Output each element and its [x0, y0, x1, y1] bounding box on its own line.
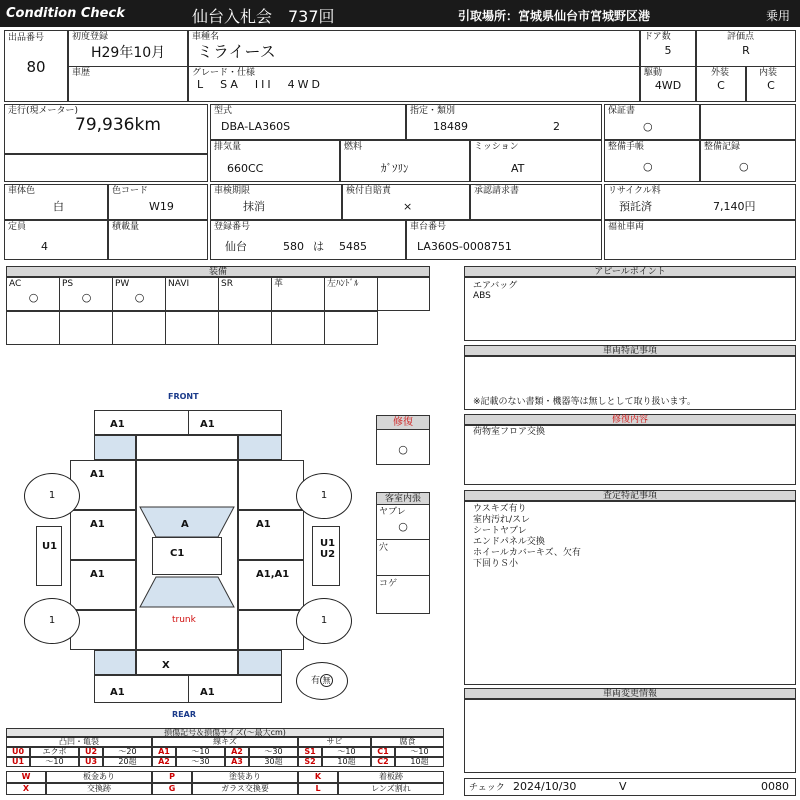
mark-bottom-left: A1 [110, 687, 125, 698]
exterior-value: C [717, 79, 725, 92]
grade-label: グレード・仕様 [192, 68, 256, 78]
reg-no-box [210, 220, 406, 260]
capacity-box [4, 220, 108, 260]
appeal-box [464, 277, 796, 341]
mark-side-right1: U1 [320, 538, 336, 549]
body-color-value: 白 [53, 200, 64, 213]
history-label: 車歴 [72, 68, 91, 78]
designation-value: 18489 [433, 120, 468, 133]
reg-class: 580 [283, 240, 304, 253]
score-box [696, 30, 796, 67]
change-box [464, 699, 796, 773]
repair-title: 修復 [377, 416, 429, 430]
liability-label: 検付自賠責 [346, 186, 392, 196]
mileage-box [4, 104, 208, 154]
equipment-label: PW [115, 279, 130, 289]
mark-top-right: A1 [200, 419, 215, 430]
load-label: 積載量 [112, 222, 140, 232]
rear-label: REAR [172, 710, 196, 719]
tire-rear-right: 1 [296, 598, 352, 644]
reg-num: 5485 [339, 240, 367, 253]
tire-front-right: 1 [296, 473, 352, 519]
lot-number: 80 [26, 58, 46, 76]
legend-size: 20超 [103, 757, 152, 767]
warranty-extra [700, 104, 796, 140]
legend-mark-meaning: 板金あり [46, 771, 152, 783]
check-footer [464, 778, 796, 796]
appeal-line-2: ABS [473, 291, 491, 301]
reg-no-label: 登録番号 [214, 222, 251, 232]
first-reg-value: H29年10月 [91, 45, 166, 61]
legend-size: 10超 [395, 757, 444, 767]
yabure-value: ○ [398, 520, 408, 533]
record-box [700, 140, 796, 182]
equipment-label: AC [9, 279, 22, 289]
check-label: チェック [469, 783, 505, 793]
change-header: 車両変更情報 [464, 688, 796, 699]
damage-legend [6, 728, 444, 796]
equipment-value: ○ [81, 291, 92, 304]
spare-tire [296, 662, 348, 700]
check-code: V [619, 780, 627, 793]
displacement-label: 排気量 [214, 142, 242, 152]
category-number: 2 [553, 120, 560, 133]
fuel-label: 燃料 [344, 142, 363, 152]
tire-front-left: 1 [24, 473, 80, 519]
legend-size: ～10 [322, 747, 371, 757]
legend-code: U3 [79, 757, 103, 767]
reg-place: 仙台 [225, 240, 247, 253]
mark-right-door1: A1 [256, 519, 271, 530]
liability-box [342, 184, 470, 220]
warranty-box [604, 104, 700, 140]
mileage-label: 走行(現メーター) [8, 106, 79, 116]
mark-left-front: A1 [90, 469, 105, 480]
legend-mark-meaning: 交換跡 [46, 783, 152, 795]
car-diagram [0, 385, 372, 725]
appeal-line-1: エアバッグ [473, 281, 518, 291]
transmission-box [470, 140, 602, 182]
color-code-value: W19 [149, 200, 174, 213]
equipment--cell [271, 277, 325, 311]
inspection-value: 抹消 [243, 200, 265, 213]
welfare-box [604, 220, 796, 260]
note-line-5: ホイールカバーキズ、欠有 [473, 548, 581, 558]
equipment-label: NAVI [168, 279, 190, 289]
equipment-value: ○ [28, 291, 39, 304]
chassis-box [406, 220, 602, 260]
grade-value: L SA III 4WD [197, 78, 323, 91]
fender-rl [94, 650, 136, 675]
grade-box [188, 66, 640, 102]
equipment-extra-cell [377, 277, 430, 311]
designation-box [406, 104, 602, 140]
legend-code: A3 [225, 757, 249, 767]
legend-mark-code: K [298, 771, 338, 783]
appeal-header: アピールポイント [464, 266, 796, 277]
equipment-label: PS [62, 279, 74, 289]
mark-left-door1: A1 [90, 519, 105, 530]
mark-right-door2: A1,A1 [256, 569, 290, 580]
legend-size: ～20 [103, 747, 152, 757]
equipment-sr-cell [218, 277, 272, 311]
color-code-box [108, 184, 208, 220]
repair-detail-text: 荷物室フロア交換 [473, 427, 546, 437]
equipment-empty-cell [6, 311, 60, 345]
model-box [210, 104, 406, 140]
legend-size: ～30 [176, 757, 225, 767]
equipment-grid [6, 277, 430, 345]
equipment-header: 装備 [6, 266, 430, 277]
rear-panel [136, 650, 238, 675]
doors-box [640, 30, 696, 67]
roof-panel [152, 537, 222, 575]
welfare-label: 福祉車両 [608, 222, 645, 232]
equipment-ac-cell [6, 277, 60, 311]
recycle-fee: 7,140円 [713, 200, 756, 213]
recycle-box [604, 184, 796, 220]
yabure-label: ヤブレ [379, 507, 406, 517]
equipment-label: SR [221, 279, 233, 289]
doors-label: ドア数 [644, 32, 671, 42]
interior-label: 内装 [759, 68, 778, 78]
pickup-location: 引取場所：宮城県仙台市宮城野区港 [458, 9, 651, 23]
legend-size: 10超 [322, 757, 371, 767]
legend-mark-meaning: 着板跡 [338, 771, 444, 783]
drive-value: 4WD [654, 79, 682, 92]
legend-size: ～30 [249, 747, 298, 757]
equipment-empty-cell [271, 311, 325, 345]
equipment-empty-cell [165, 311, 219, 345]
first-reg-box [68, 30, 188, 67]
trunk-shape [140, 577, 234, 607]
mark-side-right2: U2 [320, 549, 336, 560]
mileage-extra [4, 154, 208, 182]
equipment--cell [324, 277, 378, 311]
equipment-empty-cell [59, 311, 113, 345]
fuel-value: ｶﾞｿﾘﾝ [381, 162, 409, 175]
approval-box [470, 184, 602, 220]
body-color-label: 車体色 [8, 186, 36, 196]
mark-side-left: U1 [42, 541, 58, 552]
drive-box [640, 66, 696, 102]
legend-code: S2 [298, 757, 322, 767]
legend-mark-meaning: レンズ割れ [338, 783, 444, 795]
legend-mark-code: W [6, 771, 46, 783]
recycle-label: リサイクル料 [608, 186, 661, 196]
color-code-label: 色コード [112, 186, 149, 196]
legend-head-scratch: 線キズ [152, 737, 298, 747]
equipment-navi-cell [165, 277, 219, 311]
doors-value: 5 [664, 44, 672, 57]
legend-size: ～10 [176, 747, 225, 757]
history-box [68, 66, 188, 102]
legend-code: A2 [225, 747, 249, 757]
mark-left-door2: A1 [90, 569, 105, 580]
note-line-6: 下回りＳ小 [473, 559, 519, 569]
car-name-value: ミライース [197, 42, 276, 61]
displacement-box [210, 140, 340, 182]
special-header: 車両特記事項 [464, 345, 796, 356]
legend-size: ～10 [30, 757, 79, 767]
equipment-empty-cell [112, 311, 166, 345]
legend-head-rust: サビ [298, 737, 371, 747]
exterior-box [696, 66, 746, 102]
interior-box [746, 66, 796, 102]
inspection-notes-header: 査定特記事項 [464, 490, 796, 501]
body-color-box [4, 184, 108, 220]
exterior-label: 外装 [711, 68, 730, 78]
repair-detail-box [464, 425, 796, 485]
legend-head-dent: 凸凹・亀裂 [6, 737, 152, 747]
manual-value: ○ [643, 160, 653, 173]
legend-code: C1 [371, 747, 395, 757]
lot-label: 出品番号 [8, 33, 45, 43]
note-line-1: ウスキズ有り [473, 504, 527, 514]
legend-code: S1 [298, 747, 322, 757]
auction-name: 仙台入札会 737回 [192, 7, 335, 26]
vehicle-category: 乗用 [766, 9, 791, 23]
legend-mark-meaning: ガラス交換要 [192, 783, 298, 795]
model-value: DBA-LA360S [221, 120, 291, 133]
approval-label: 承認請求書 [474, 186, 520, 196]
spare-present: 有 [310, 676, 320, 686]
capacity-label: 定員 [8, 222, 27, 232]
koge-label: コゲ [379, 579, 398, 589]
first-reg-label: 初度登録 [72, 32, 109, 42]
note-line-3: シートヤブレ [473, 526, 527, 536]
legend-mark-code: P [152, 771, 192, 783]
manual-box [604, 140, 700, 182]
equipment-label: 革 [274, 279, 284, 289]
transmission-value: AT [511, 162, 525, 175]
note-line-2: 室内汚れ/スレ [473, 515, 531, 525]
chassis-label: 車台番号 [410, 222, 447, 232]
repair-detail-header: 修復内容 [464, 414, 796, 425]
left-side-step [36, 526, 62, 586]
interior-value: C [767, 79, 775, 92]
designation-label: 指定・類別 [410, 106, 456, 116]
load-box [108, 220, 208, 260]
legend-code: C2 [371, 757, 395, 767]
legend-mark-meaning: 塗装あり [192, 771, 298, 783]
equipment-value: ○ [134, 291, 145, 304]
special-box [464, 356, 796, 410]
recycle-status: 預託済 [619, 200, 652, 213]
equipment-empty-cell [218, 311, 272, 345]
inspection-label: 車検期限 [214, 186, 251, 196]
lot-box [4, 30, 68, 102]
legend-size: ～10 [395, 747, 444, 757]
legend-code: A2 [152, 757, 176, 767]
mark-rear-x: X [162, 660, 170, 671]
warranty-label: 保証書 [608, 106, 636, 116]
legend-mark-code: X [6, 783, 46, 795]
trunk-label: trunk [172, 615, 196, 625]
inspection-notes-box [464, 501, 796, 685]
equipment-ps-cell [59, 277, 113, 311]
legend-size: 30超 [249, 757, 298, 767]
reg-kana: は [313, 240, 324, 253]
record-label: 整備記録 [704, 142, 741, 152]
legend-code: U0 [6, 747, 30, 757]
record-value: ○ [739, 160, 749, 173]
inspection-box [210, 184, 342, 220]
car-name-label: 車種名 [192, 32, 220, 42]
legend-code: U2 [79, 747, 103, 757]
legend-grid [6, 737, 444, 796]
check-date: 2024/10/30 [513, 780, 577, 793]
equipment-empty-cell [324, 311, 378, 345]
chassis-value: LA360S-0008751 [417, 240, 512, 253]
legend-title: 損傷記号＆損傷サイズ(～最大cm) [6, 728, 444, 737]
mark-roof: C1 [170, 548, 185, 559]
check-number: 0080 [761, 780, 789, 793]
warranty-value: ○ [643, 120, 653, 133]
mark-hood: A [181, 519, 189, 530]
drive-label: 駆動 [644, 68, 663, 78]
legend-code: A1 [152, 747, 176, 757]
interior-dirt-title: 客室内張 [377, 493, 429, 505]
fender-rr [238, 650, 282, 675]
mileage-value: 79,936km [75, 115, 161, 135]
legend-code: U1 [6, 757, 30, 767]
interior-dirt-box [376, 492, 430, 614]
legend-head-corrosion: 腐食 [371, 737, 444, 747]
legend-mark-code: G [152, 783, 192, 795]
equipment-pw-cell [112, 277, 166, 311]
spare-none: 無 [320, 674, 333, 687]
mark-top-left: A1 [110, 419, 125, 430]
capacity-value: 4 [41, 240, 48, 253]
header-bar [0, 0, 800, 27]
score-value: R [742, 44, 750, 57]
liability-value: × [403, 200, 413, 213]
repair-box [376, 415, 430, 465]
equipment-label: 左ﾊﾝﾄﾞﾙ [327, 279, 359, 289]
legend-size: エクボ [30, 747, 79, 757]
note-line-4: エンドパネル交換 [473, 537, 545, 547]
manual-label: 整備手帳 [608, 142, 645, 152]
mark-bottom-right: A1 [200, 687, 215, 698]
special-note: ※記載のない書類・機器等は無しとして取り扱います。 [473, 397, 696, 407]
model-label: 型式 [214, 106, 233, 116]
fuel-box [340, 140, 470, 182]
ana-label: 穴 [379, 543, 389, 553]
displacement-value: 660CC [227, 162, 264, 175]
front-label: FRONT [168, 392, 199, 401]
tire-rear-left: 1 [24, 598, 80, 644]
legend-mark-code: L [298, 783, 338, 795]
car-name-box [188, 30, 640, 67]
score-label: 評価点 [727, 32, 755, 42]
transmission-label: ミッション [474, 142, 519, 152]
app-title: Condition Check [6, 6, 125, 21]
repair-value: ○ [398, 443, 408, 456]
